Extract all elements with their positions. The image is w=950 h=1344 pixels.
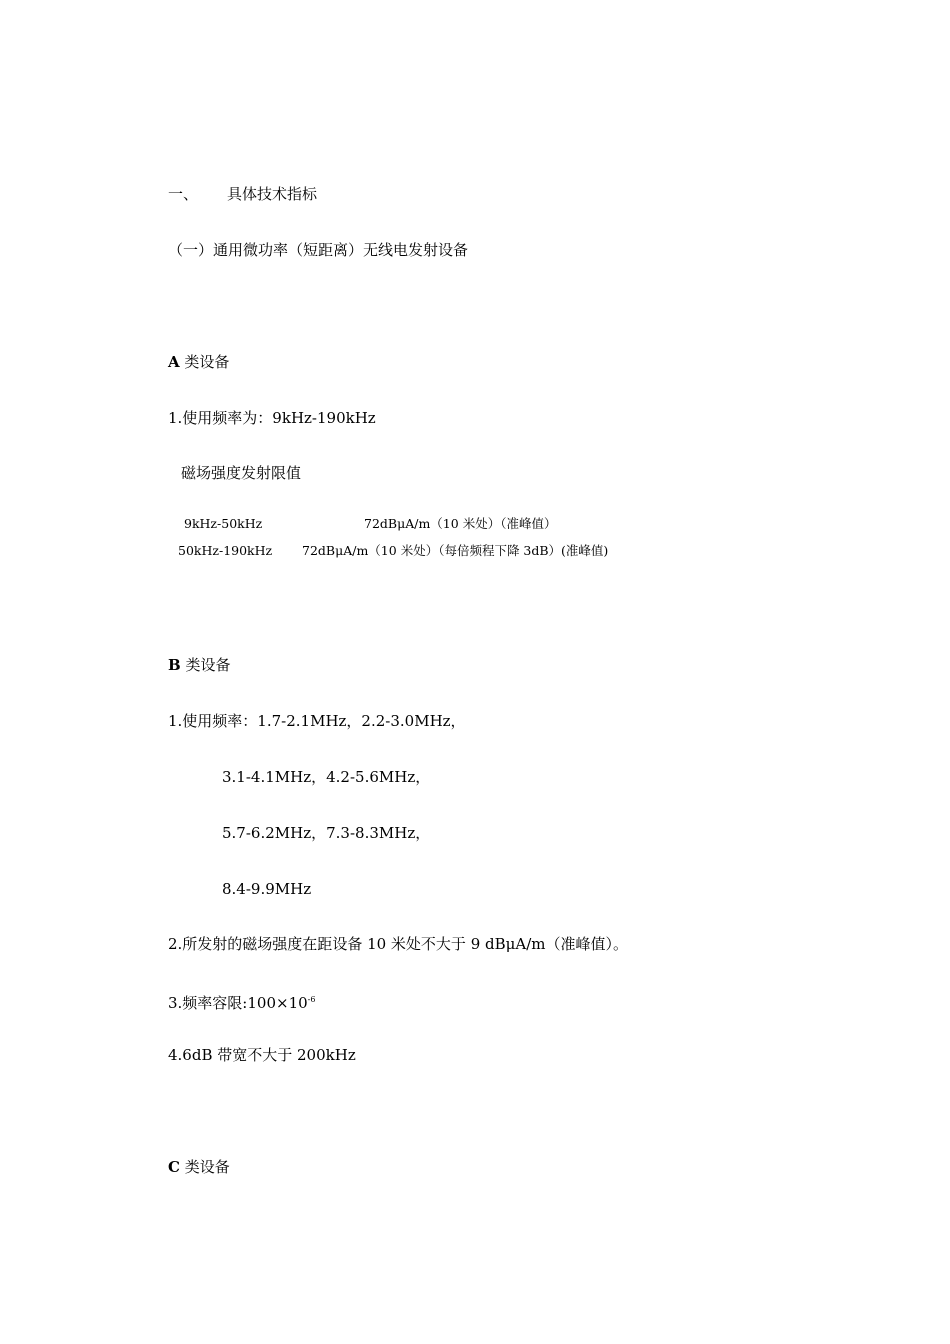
class-c-heading: [168, 1157, 230, 1177]
class-a-letter: A: [168, 353, 180, 371]
tolerance-base: 3.频率容限:100×10: [168, 994, 308, 1012]
class-b-frequency-line-4: 8.4-9.9MHz: [222, 880, 312, 898]
class-b-bandwidth: 4.6dB 带宽不大于 200kHz: [168, 1046, 356, 1064]
class-a-limit-title: 磁场强度发射限值: [181, 464, 302, 482]
class-c-label: 类设备: [184, 1158, 230, 1176]
class-b-frequency-line-2: 3.1-4.1MHz，4.2-5.6MHz，: [222, 768, 431, 786]
section-title: 具体技术指标: [227, 185, 318, 203]
class-a-row-2-value: 72dBμA/m（10 米处）（每倍频程下降 3dB）(准峰值): [302, 543, 609, 558]
subsection-title: （一）通用微功率（短距离）无线电发射设备: [168, 241, 469, 259]
class-c-letter: C: [168, 1158, 180, 1176]
class-b-letter: B: [168, 656, 181, 674]
class-b-heading: [168, 655, 230, 675]
class-b-field-strength: 2.所发射的磁场强度在距设备 10 米处不大于 9 dBμA/m（准峰值）。: [168, 935, 629, 953]
class-a-label: 类设备: [184, 353, 230, 371]
section-number: 一、: [168, 185, 199, 203]
class-a-frequency: 1.使用频率为：9kHz-190kHz: [168, 409, 376, 427]
tolerance-exponent: -6: [307, 995, 316, 1004]
class-b-frequency-line-3: 5.7-6.2MHz，7.3-8.3MHz，: [222, 824, 431, 842]
class-b-frequency-line-1: 1.使用频率：1.7-2.1MHz，2.2-3.0MHz，: [168, 712, 466, 730]
class-a-row-1-value: 72dBμA/m（10 米处）（准峰值）: [364, 516, 557, 531]
class-a-row-2-range: 50kHz-190kHz: [178, 543, 273, 558]
class-a-row-1-range: 9kHz-50kHz: [184, 516, 263, 531]
class-b-label: 类设备: [185, 656, 231, 674]
class-b-frequency-tolerance: [168, 990, 315, 1013]
class-a-heading: [168, 352, 229, 372]
